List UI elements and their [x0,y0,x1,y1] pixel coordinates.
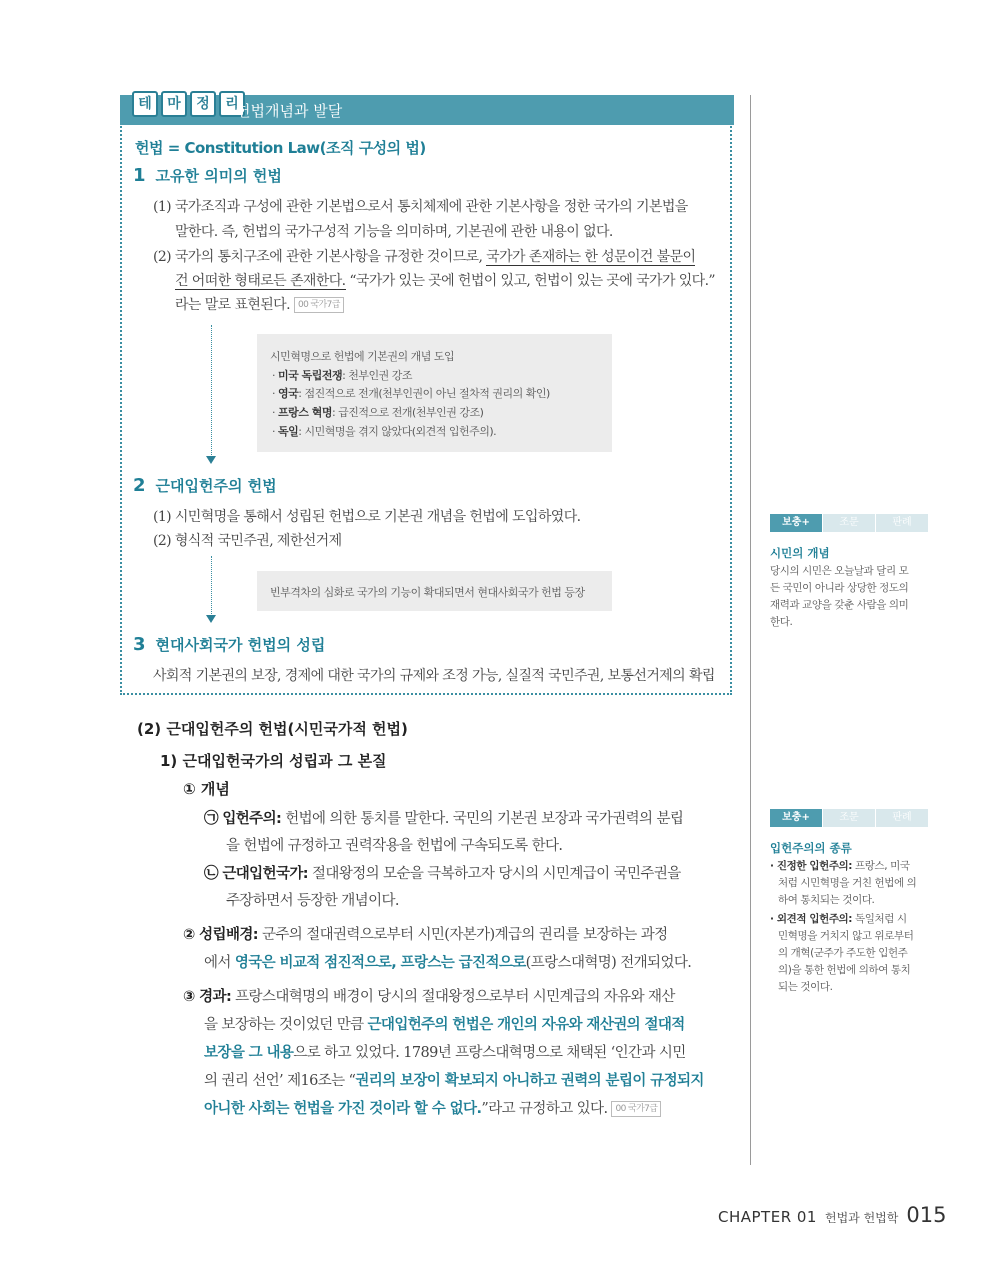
side-note-line: 하여 통치되는 것이다. [778,894,875,906]
side-note-line: 당시의 시민은 오늘날과 달리 모 [770,565,909,577]
side-note-line: 한다. [770,616,793,628]
s1-line [175,294,344,314]
s1-text: “국가가 있는 곳에 헌법이 있고, 헌법이 있는 곳에 국가가 있다.” [345,273,715,289]
exam-tag: 00 국가7급 [294,297,344,313]
flow-line [211,325,212,455]
body-text: 으로 하고 있었다. 1789년 프랑스대혁명으로 채택된 ‘인간과 시민 [293,1045,686,1061]
tab-supplement: 보충+ [770,809,822,827]
section-number: 2 [133,475,146,496]
body-text: ”라고 규정하고 있다. [481,1101,608,1117]
tab-article: 조문 [822,514,875,532]
arrow-down-icon [206,456,216,464]
s2-line: (2) 형식적 국민주권, 제한선거제 [153,533,342,549]
side-note-text: 프랑스, 미국 [852,860,910,872]
theme-title: 헌법개념과 발달 [236,102,343,120]
box-item-desc: : 급진적으로 전개(천부인권 강조) [331,406,484,419]
progress-line [204,1097,661,1118]
section-heading-1 [133,165,282,186]
side-note-term: · 외견적 입헌주의: [770,913,853,925]
box-item-term: 프랑스 혁명 [278,406,332,419]
body-text: 군주의 절대권력으로부터 시민(자본가)계급의 권리를 보장하는 과정 [257,927,668,943]
box-item: · 영국: 점진적으로 전개(천부인권이 아닌 절차적 권리의 확인) [272,387,550,400]
side-note-title: 입헌주의의 종류 [770,841,852,855]
s1-text: 라는 말로 표현된다. [175,297,290,313]
body-text: 에서 [204,955,235,971]
definition-line [204,807,683,828]
highlight-text: 아니한 사회는 헌법을 가진 것이라 할 수 없다. [204,1101,482,1117]
box-item-desc: : 시민혁명을 겪지 않았다(외견적 입헌주의). [298,425,497,438]
s1-line: (1) 국가조직과 구성에 관한 기본법으로서 통치체제에 관한 기본사항을 정한 국가의 기본법을 [153,199,688,215]
side-note-line: 의)을 통한 헌법에 의하여 통치 [778,964,911,976]
definition-text: 헌법에 의한 통치를 말한다. 국민의 기본권 보장과 국가권력의 분립 [281,811,684,827]
page-number: 015 [906,1203,947,1227]
body-text: 프랑스대혁명의 배경이 당시의 절대왕정으로부터 시민계급의 자유와 재산 [231,989,675,1005]
box-item-term: 영국 [278,387,299,400]
s1-text: (2) 국가의 통치구조에 관한 기본사항을 규정한 것이므로, [153,249,487,265]
column-divider [750,95,751,1165]
section-heading-3 [133,634,325,655]
side-note-line [770,911,907,928]
theme-tag: 마 [161,91,187,117]
body-text: (프랑스대혁명) 전개되었다. [525,955,692,971]
background-line [183,923,668,944]
flow-line [211,556,212,614]
theme-tag: 테 [132,91,158,117]
side-note-text: 독일처럼 시 [852,913,907,925]
highlight-text: 보장을 그 내용 [204,1045,294,1061]
section-number: 1 [133,165,146,186]
side-note-line: 의 개혁(군주가 주도한 입헌주 [778,947,908,959]
section-title: 고유한 의미의 헌법 [155,167,282,185]
progress-line [204,1069,704,1090]
section-title: 근대입헌주의 헌법 [155,477,277,495]
concept-heading: ① 개념 [183,780,230,798]
tab-precedent: 판례 [875,514,928,532]
side-note-line [770,858,910,875]
box-item: · 미국 독립전쟁: 천부인권 강조 [272,369,413,382]
theme-tag: 리 [219,91,245,117]
box-title: 시민혁명으로 헌법에 기본권의 개념 도입 [270,350,455,363]
theme-tag: 정 [190,91,216,117]
side-note-line: 처럼 시민혁명을 거친 헌법에 의 [778,877,917,889]
side-note-tabs [770,514,928,532]
term-label: ② 성립배경: [183,927,258,943]
body-text: 의 권리 선언’ 제16조는 “ [204,1073,356,1089]
box-item-desc: : 점진적으로 전개(천부인권이 아닌 절차적 권리의 확인) [298,387,550,400]
term-label: ㉡ 근대입헌국가: [204,866,308,882]
subsubsection-heading: 1) 근대입헌국가의 성립과 그 본질 [160,752,387,770]
arrow-down-icon [206,615,216,623]
definition-line: 을 헌법에 규정하고 권력작용을 헌법에 구속되도록 한다. [226,838,563,854]
subsection-heading: (2) 근대입헌주의 헌법(시민국가적 헌법) [137,720,408,738]
s3-line: 사회적 기본권의 보장, 경제에 대한 국가의 규제와 조정 가능, 실질적 국민주권, 보통선거제의 확립 [153,668,715,684]
tab-supplement: 보충+ [770,514,822,532]
progress-line [204,1013,685,1034]
box-item-term: 독일 [278,425,299,438]
progress-line [204,1041,686,1062]
side-note-line: 민혁명을 거치지 않고 위로부터 [778,930,914,942]
tab-article: 조문 [822,809,875,827]
side-note-title: 시민의 개념 [770,546,830,560]
section-title: 현대사회국가 헌법의 성립 [155,636,326,654]
side-note-line: 든 국민이 아니라 상당한 정도의 [770,582,909,594]
progress-line [183,985,675,1006]
box-item-term: 미국 독립전쟁 [278,369,343,382]
box-item: · 프랑스 혁명: 급진적으로 전개(천부인권 강조) [272,406,484,419]
term-label: ③ 경과: [183,989,232,1005]
body-text: 을 보장하는 것이었던 만큼 [204,1017,368,1033]
footer-subtitle: 헌법과 헌법학 [824,1211,899,1225]
definition-text: 절대왕정의 모순을 극복하고자 당시의 시민계급이 국민주권을 [308,866,681,882]
box-item: · 독일: 시민혁명을 겪지 않았다(외견적 입헌주의). [272,425,497,438]
highlight-text: 영국은 비교적 점진적으로, 프랑스는 급진적으로 [234,955,526,971]
page-footer [718,1203,946,1227]
tab-precedent: 판례 [875,809,928,827]
exam-tag: 00 국가7급 [611,1101,661,1117]
section-heading-2 [133,475,277,496]
section-number: 3 [133,634,146,655]
footer-chapter: CHAPTER 01 [718,1208,817,1226]
side-note-line: 되는 것이다. [778,981,833,993]
side-note-tabs [770,809,928,827]
definition-line [204,862,681,883]
s1-line [175,270,715,290]
definition-line: 주장하면서 등장한 개념이다. [226,893,399,909]
s1-underlined-text: 건 어떠한 형태로든 존재한다. [175,273,346,289]
theme-heading: 헌법 = Constitution Law(조직 구성의 법) [135,139,426,157]
theme-tag-group [132,91,245,117]
term-label: ㉠ 입헌주의: [204,811,282,827]
highlight-text: 권리의 보장이 확보되지 아니하고 권력의 분립이 규정되지 [355,1073,704,1089]
s1-line: 말한다. 즉, 헌법의 국가구성적 기능을 의미하며, 기본권에 관한 내용이 없다. [175,224,613,240]
box-item-desc: : 천부인권 강조 [342,369,413,382]
side-note-term: · 진정한 입헌주의: [770,860,853,872]
side-note-line: 재력과 교양을 갖춘 사람을 의미 [770,599,909,611]
background-line [204,951,691,972]
s1-line [153,246,695,266]
s2-line: (1) 시민혁명을 통해서 성립된 헌법으로 기본권 개념을 헌법에 도입하였다. [153,509,581,525]
highlight-text: 근대입헌주의 헌법은 개인의 자유와 재산권의 절대적 [367,1017,685,1033]
s1-underlined-text: 국가가 존재하는 한 성문이건 불문이 [486,249,696,265]
box-text: 빈부격차의 심화로 국가의 기능이 확대되면서 현대사회국가 헌법 등장 [270,586,585,599]
